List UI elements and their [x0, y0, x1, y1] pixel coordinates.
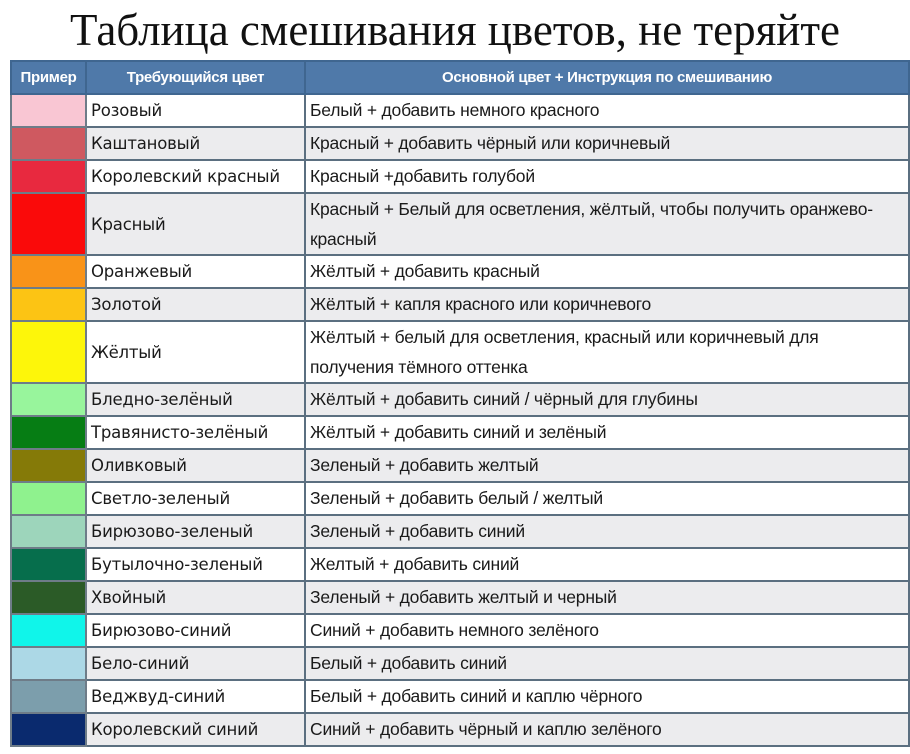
mixing-instruction: Жёлтый + белый для осветления, красный или коричневый для получения тёмного оттенка	[305, 321, 909, 383]
table-row	[11, 680, 909, 713]
color-swatch	[11, 548, 86, 581]
color-name: Королевский синий	[86, 713, 305, 746]
table-row	[11, 482, 909, 515]
color-name: Хвойный	[86, 581, 305, 614]
mixing-instruction: Белый + добавить немного красного	[305, 94, 909, 127]
table-row	[11, 94, 909, 127]
color-swatch	[11, 647, 86, 680]
table-row	[11, 416, 909, 449]
color-name: Веджвуд-синий	[86, 680, 305, 713]
table-row	[11, 548, 909, 581]
color-name: Травянисто-зелёный	[86, 416, 305, 449]
color-name: Красный	[86, 193, 305, 255]
mixing-instruction: Красный +добавить голубой	[305, 160, 909, 193]
table-row	[11, 383, 909, 416]
table-row	[11, 614, 909, 647]
color-name: Бледно-зелёный	[86, 383, 305, 416]
table-row	[11, 193, 909, 255]
table-row	[11, 288, 909, 321]
color-name: Розовый	[86, 94, 305, 127]
header-mixing-instruction: Основной цвет + Инструкция по смешиванию	[305, 61, 909, 94]
mixing-instruction: Синий + добавить чёрный и каплю зелёного	[305, 713, 909, 746]
color-name: Оранжевый	[86, 255, 305, 288]
mixing-instruction: Красный + добавить чёрный или коричневый	[305, 127, 909, 160]
table-row	[11, 255, 909, 288]
color-swatch	[11, 160, 86, 193]
color-name: Жёлтый	[86, 321, 305, 383]
header-required-color: Требующийся цвет	[86, 61, 305, 94]
color-swatch	[11, 713, 86, 746]
mixing-instruction: Красный + Белый для осветления, жёлтый, чтобы получить оранжево-красный	[305, 193, 909, 255]
table-row	[11, 321, 909, 383]
page-title: Таблица смешивания цветов, не теряйте	[69, 5, 841, 55]
color-swatch	[11, 680, 86, 713]
color-name: Бело-синий	[86, 647, 305, 680]
color-swatch	[11, 288, 86, 321]
color-swatch	[11, 416, 86, 449]
color-name: Бутылочно-зеленый	[86, 548, 305, 581]
mixing-instruction: Зеленый + добавить желтый и черный	[305, 581, 909, 614]
mixing-instruction: Белый + добавить синий и каплю чёрного	[305, 680, 909, 713]
color-name: Золотой	[86, 288, 305, 321]
header-example: Пример	[11, 61, 86, 94]
table-row	[11, 515, 909, 548]
table-header-row	[11, 61, 909, 94]
table-row	[11, 449, 909, 482]
color-swatch	[11, 482, 86, 515]
table-row	[11, 581, 909, 614]
color-name: Светло-зеленый	[86, 482, 305, 515]
mixing-instruction: Желтый + добавить синий	[305, 548, 909, 581]
color-name: Королевский красный	[86, 160, 305, 193]
color-swatch	[11, 581, 86, 614]
color-swatch	[11, 515, 86, 548]
table-row	[11, 713, 909, 746]
color-swatch	[11, 449, 86, 482]
color-swatch	[11, 94, 86, 127]
color-swatch	[11, 127, 86, 160]
color-name: Оливковый	[86, 449, 305, 482]
mixing-instruction: Белый + добавить синий	[305, 647, 909, 680]
mixing-instruction: Синий + добавить немного зелёного	[305, 614, 909, 647]
table-body	[11, 94, 909, 746]
mixing-instruction: Жёлтый + добавить красный	[305, 255, 909, 288]
color-swatch	[11, 614, 86, 647]
color-name: Каштановый	[86, 127, 305, 160]
mixing-instruction: Жёлтый + капля красного или коричневого	[305, 288, 909, 321]
mixing-instruction: Жёлтый + добавить синий / чёрный для глубины	[305, 383, 909, 416]
color-name: Бирюзово-зеленый	[86, 515, 305, 548]
color-swatch	[11, 193, 86, 255]
table-row	[11, 647, 909, 680]
color-mixing-table	[10, 60, 910, 747]
mixing-instruction: Зеленый + добавить белый / желтый	[305, 482, 909, 515]
mixing-instruction: Зеленый + добавить синий	[305, 515, 909, 548]
color-swatch	[11, 255, 86, 288]
color-swatch	[11, 321, 86, 383]
mixing-instruction: Жёлтый + добавить синий и зелёный	[305, 416, 909, 449]
color-swatch	[11, 383, 86, 416]
table-row	[11, 160, 909, 193]
color-name: Бирюзово-синий	[86, 614, 305, 647]
mixing-instruction: Зеленый + добавить желтый	[305, 449, 909, 482]
table-row	[11, 127, 909, 160]
